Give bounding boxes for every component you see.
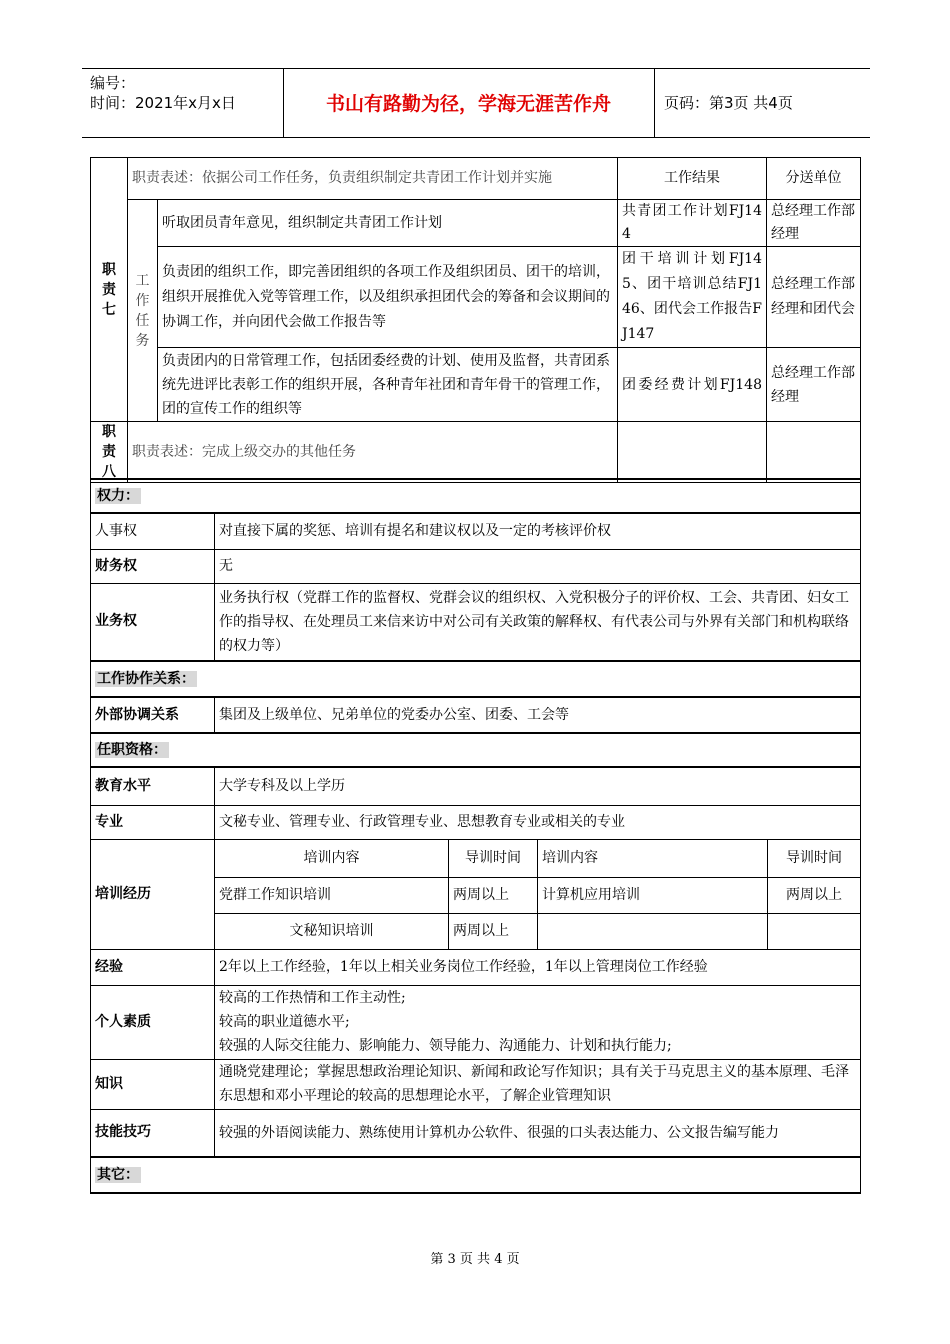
task-dept: 总经理工作部经理 [767,348,861,422]
page-footer: 第 3 页 共 4 页 [430,1252,520,1267]
qualification-table [90,478,861,1194]
code-label: 编号： [90,74,136,92]
power-title: 权力： [91,479,861,513]
qual-title: 任职资格： [91,733,861,767]
task-dept: 总经理工作部经理 [767,200,861,247]
training-cell: 计算机应用培训 [538,877,768,913]
duty-table [90,157,861,483]
task-text: 负责团的组织工作，即完善团组织的各项工作及组织团员、团干的培训，组织开展推优入党等管理工作，以及组织承担团代会的筹备和会议期间的协调工作，并向团代会做工作报告等 [158,247,618,348]
experience-value: 2年以上工作经验，1年以上相关业务岗位工作经验，1年以上管理岗位工作经验 [215,949,861,985]
personal-label: 个人素质 [91,985,215,1059]
training-header: 导训时间 [768,839,861,877]
training-cell [538,913,768,949]
skills-label: 技能技巧 [91,1109,215,1157]
task-label: 工作任务 [128,200,158,422]
duty7-desc: 职责表述：依据公司工作任务，负责组织制定共青团工作计划并实施 [128,158,618,200]
training-header: 导训时间 [449,839,538,877]
skills-value: 较强的外语阅读能力、熟练使用计算机办公软件、很强的口头表达能力、公文报告编写能力 [215,1109,861,1157]
personal-line: 较强的人际交往能力、影响能力、领导能力、沟通能力、计划和执行能力; [219,1038,672,1054]
dept-header: 分送单位 [767,158,861,200]
knowledge-label: 知识 [91,1059,215,1109]
duty8-label: 职责八 [91,422,128,483]
task-text: 听取团员青年意见，组织制定共青团工作计划 [158,200,618,247]
knowledge-value: 通晓党建理论；掌握思想政治理论知识、新闻和政论写作知识；具有关于马克思主义的基本原理、毛泽东思想和邓小平理论的较高的思想理论水平，了解企业管理知识 [215,1059,861,1109]
power-label: 业务权 [91,583,215,661]
task-result: 团干培训计划FJ145、团干培训总结FJ146、团代会工作报告FJ147 [618,247,767,348]
training-label: 培训经历 [91,839,215,949]
motto: 书山有路勤为径，学海无涯苦作舟 [325,93,611,115]
duty7-label: 职责七 [91,158,128,422]
power-value: 业务执行权（党群工作的监督权、党群会议的组织权、入党积极分子的评价权、工会、共青团、妇女工作的指导权、在处理员工来信来访中对公司有关政策的解释权、有代表公司与外界有关部门和机构联络的权力等） [215,583,861,661]
power-label: 财务权 [91,549,215,583]
power-value: 无 [215,549,861,583]
training-header: 培训内容 [215,839,449,877]
personal-value [215,985,861,1059]
personal-line: 较高的工作热情和工作主动性; [219,990,406,1006]
major-value: 文秘专业、管理专业、行政管理专业、思想教育专业或相关的专业 [215,805,861,839]
training-cell: 文秘知识培训 [215,913,449,949]
collab-title: 工作协作关系： [91,661,861,697]
training-cell: 两周以上 [449,877,538,913]
duty8-desc: 职责表述：完成上级交办的其他任务 [128,422,618,483]
personal-line: 较高的职业道德水平; [219,1014,350,1030]
training-cell: 两周以上 [768,877,861,913]
power-value: 对直接下属的奖惩、培训有提名和建议权以及一定的考核评价权 [215,513,861,549]
page-header [82,68,870,138]
page-label: 页码：第3页 共4页 [664,94,793,112]
task-text: 负责团内的日常管理工作，包括团委经费的计划、使用及监督，共青团系统先进评比表彰工作的组织开展，各种青年社团和青年骨干的管理工作，团的宣传工作的组织等 [158,348,618,422]
training-cell: 两周以上 [449,913,538,949]
major-label: 专业 [91,805,215,839]
result-header: 工作结果 [618,158,767,200]
task-result: 共青团工作计划FJ144 [618,200,767,247]
training-header: 培训内容 [538,839,768,877]
task-result: 团委经费计划FJ148 [618,348,767,422]
collab-value: 集团及上级单位、兄弟单位的党委办公室、团委、工会等 [215,697,861,733]
time-label: 时间：2021年x月x日 [90,94,236,112]
education-label: 教育水平 [91,767,215,805]
experience-label: 经验 [91,949,215,985]
power-label: 人事权 [91,513,215,549]
education-value: 大学专科及以上学历 [215,767,861,805]
collab-label: 外部协调关系 [91,697,215,733]
training-cell [768,913,861,949]
other-title: 其它： [91,1157,861,1193]
task-dept: 总经理工作部经理和团代会 [767,247,861,348]
training-cell: 党群工作知识培训 [215,877,449,913]
